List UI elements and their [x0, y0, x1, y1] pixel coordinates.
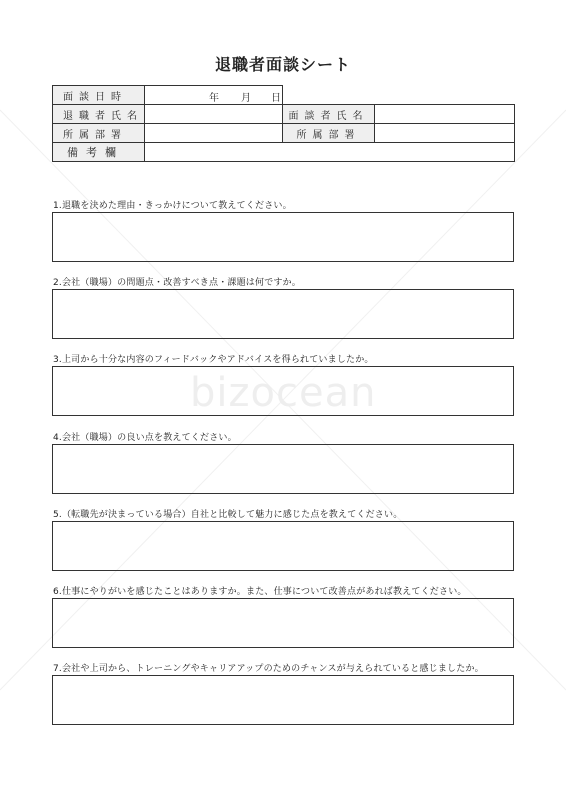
interviewer-dept-field[interactable]: [375, 124, 515, 143]
date-year-label: 年: [209, 93, 219, 104]
answer-7-box[interactable]: [52, 675, 514, 725]
question-7-label: 7.会社や上司から、トレーニングやキャリアアップのためのチャンスが与えられていると感じましたか。: [53, 664, 484, 674]
retiree-name-label: 退職者氏名: [53, 105, 145, 124]
question-5-label: 5.（転職先が決まっている場合）自社と比較して魅力に感じた点を教えてください。: [53, 510, 403, 520]
question-3-label: 3.上司から十分な内容のフィードバックやアドバイスを得られていましたか。: [53, 355, 374, 365]
watermark-text: bizocean: [190, 370, 377, 416]
question-2-label: 2.会社（職場）の問題点・改善すべき点・課題は何ですか。: [53, 278, 302, 288]
remarks-field[interactable]: [145, 143, 515, 162]
answer-4-box[interactable]: [52, 444, 514, 494]
info-table: [52, 85, 515, 162]
answer-6-box[interactable]: [52, 598, 514, 648]
date-month-label: 月: [241, 93, 251, 104]
interview-date-field[interactable]: [145, 86, 283, 105]
date-day-label: 日: [271, 93, 281, 104]
question-6-label: 6.仕事にやりがいを感じたことはありますか。また、仕事について改善点があれば教えてください。: [53, 587, 467, 597]
retiree-dept-label: 所属部署: [53, 124, 145, 143]
answer-2-box[interactable]: [52, 289, 514, 339]
question-1-label: 1.退職を決めた理由・きっかけについて教えてください。: [53, 201, 292, 211]
interviewer-name-field[interactable]: [375, 105, 515, 124]
retiree-name-field[interactable]: [145, 105, 283, 124]
page-title: 退職者面談シート: [214, 55, 351, 74]
interviewer-dept-label: 所属部署: [283, 124, 375, 143]
interviewer-name-label: 面談者氏名: [283, 105, 375, 124]
question-4-label: 4.会社（職場）の良い点を教えてください。: [53, 433, 237, 443]
retiree-dept-field[interactable]: [145, 124, 283, 143]
interview-date-label: 面談日時: [53, 86, 145, 105]
answer-3-box[interactable]: [52, 366, 514, 416]
answer-1-box[interactable]: [52, 212, 514, 262]
answer-5-box[interactable]: [52, 521, 514, 571]
remarks-label: 備考欄: [53, 143, 145, 162]
